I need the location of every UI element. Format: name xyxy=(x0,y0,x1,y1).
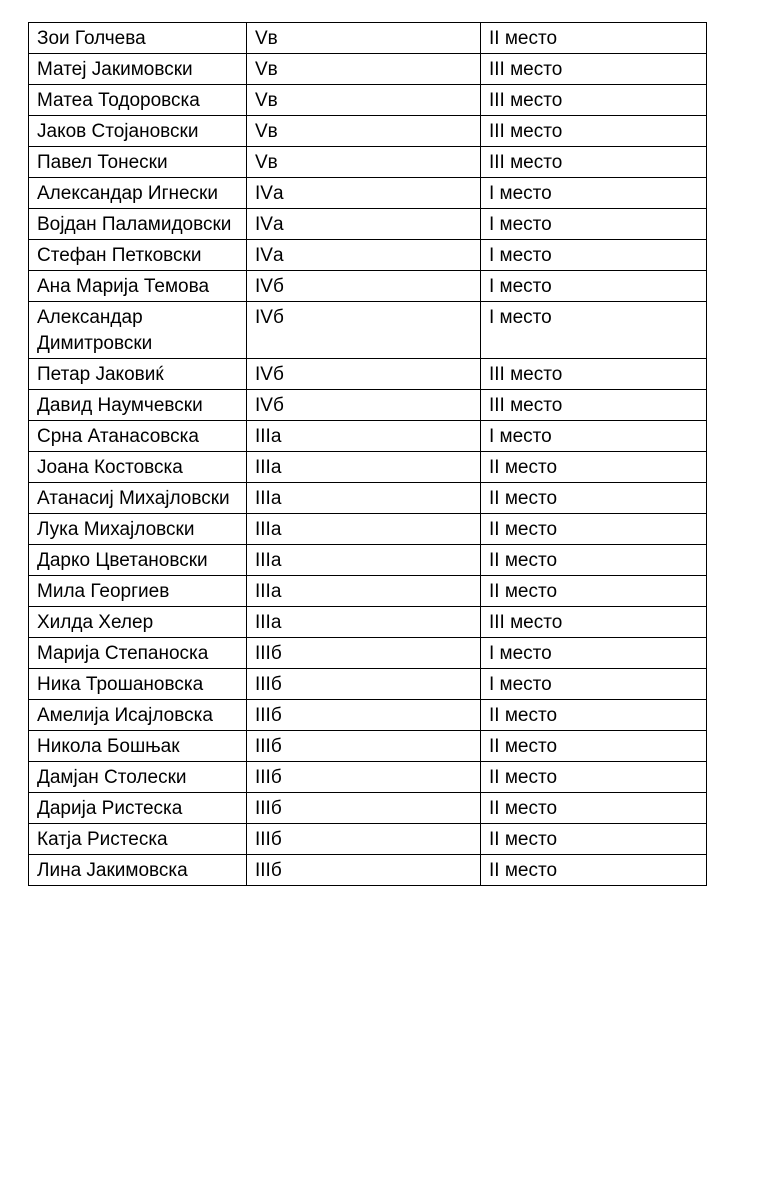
student-name-cell: Дарко Цветановски xyxy=(29,545,247,576)
table-row xyxy=(29,576,707,607)
place-cell: II место xyxy=(481,514,707,545)
table-row xyxy=(29,23,707,54)
place-cell: II место xyxy=(481,731,707,762)
place-cell: II место xyxy=(481,545,707,576)
table-row xyxy=(29,545,707,576)
student-name-cell: Мила Георгиев xyxy=(29,576,247,607)
table-row xyxy=(29,731,707,762)
student-name-cell: Катја Ристеска xyxy=(29,824,247,855)
place-cell: I место xyxy=(481,271,707,302)
class-cell: IIIа xyxy=(247,514,481,545)
place-cell: III место xyxy=(481,147,707,178)
class-cell: IIIб xyxy=(247,762,481,793)
table-row xyxy=(29,793,707,824)
class-cell: IIIб xyxy=(247,700,481,731)
student-name-cell: Срна Атанасовска xyxy=(29,421,247,452)
class-cell: Vв xyxy=(247,23,481,54)
class-cell: IIIб xyxy=(247,669,481,700)
place-cell: II место xyxy=(481,793,707,824)
table-row xyxy=(29,762,707,793)
student-name-cell: Никола Бошњак xyxy=(29,731,247,762)
table-row xyxy=(29,178,707,209)
student-name-cell: Александар Игнески xyxy=(29,178,247,209)
place-cell: I место xyxy=(481,669,707,700)
student-name-cell: Лука Михајловски xyxy=(29,514,247,545)
place-cell: II место xyxy=(481,576,707,607)
class-cell: IVб xyxy=(247,359,481,390)
student-name-cell: Јоана Костовска xyxy=(29,452,247,483)
place-cell: III место xyxy=(481,390,707,421)
table-row xyxy=(29,147,707,178)
place-cell: III место xyxy=(481,116,707,147)
class-cell: Vв xyxy=(247,85,481,116)
class-cell: IVа xyxy=(247,178,481,209)
class-cell: IVа xyxy=(247,240,481,271)
class-cell: IIIа xyxy=(247,545,481,576)
table-row xyxy=(29,514,707,545)
student-name-cell: Матеа Тодоровска xyxy=(29,85,247,116)
place-cell: I место xyxy=(481,421,707,452)
student-name-cell: Матеј Јакимовски xyxy=(29,54,247,85)
place-cell: II место xyxy=(481,824,707,855)
results-table-body xyxy=(29,23,707,886)
table-row xyxy=(29,359,707,390)
student-name-cell: Лина Јакимовска xyxy=(29,855,247,886)
student-name-cell: Хилда Хелер xyxy=(29,607,247,638)
table-row xyxy=(29,271,707,302)
student-name-cell: Амелија Исајловска xyxy=(29,700,247,731)
place-cell: II место xyxy=(481,483,707,514)
student-name-cell: Јаков Стојановски xyxy=(29,116,247,147)
student-name-cell: Зои Голчева xyxy=(29,23,247,54)
place-cell: II место xyxy=(481,452,707,483)
place-cell: II место xyxy=(481,855,707,886)
place-cell: II место xyxy=(481,762,707,793)
class-cell: IVб xyxy=(247,302,481,359)
results-table xyxy=(28,22,707,886)
class-cell: IIIб xyxy=(247,824,481,855)
student-name-cell: Петар Јаковиќ xyxy=(29,359,247,390)
class-cell: IIIа xyxy=(247,452,481,483)
class-cell: Vв xyxy=(247,147,481,178)
table-row xyxy=(29,607,707,638)
class-cell: IIIа xyxy=(247,421,481,452)
place-cell: I место xyxy=(481,240,707,271)
student-name-cell: Давид Наумчевски xyxy=(29,390,247,421)
student-name-cell: Атанасиј Михајловски xyxy=(29,483,247,514)
class-cell: Vв xyxy=(247,54,481,85)
place-cell: III место xyxy=(481,85,707,116)
table-row xyxy=(29,302,707,359)
table-row xyxy=(29,116,707,147)
class-cell: IVа xyxy=(247,209,481,240)
table-row xyxy=(29,855,707,886)
class-cell: IVб xyxy=(247,271,481,302)
student-name-cell: Дарија Ристеска xyxy=(29,793,247,824)
table-row xyxy=(29,669,707,700)
student-name-cell: Ника Трошановска xyxy=(29,669,247,700)
student-name-cell: Ана Марија Темова xyxy=(29,271,247,302)
student-name-cell: Александар Димитровски xyxy=(29,302,247,359)
student-name-cell: Стефан Петковски xyxy=(29,240,247,271)
class-cell: IVб xyxy=(247,390,481,421)
place-cell: I место xyxy=(481,209,707,240)
student-name-cell: Дамјан Столески xyxy=(29,762,247,793)
table-row xyxy=(29,483,707,514)
place-cell: I место xyxy=(481,178,707,209)
place-cell: III место xyxy=(481,54,707,85)
student-name-cell: Марија Степаноска xyxy=(29,638,247,669)
class-cell: IIIб xyxy=(247,731,481,762)
table-row xyxy=(29,452,707,483)
place-cell: III место xyxy=(481,607,707,638)
class-cell: IIIа xyxy=(247,607,481,638)
table-row xyxy=(29,421,707,452)
place-cell: I место xyxy=(481,302,707,359)
student-name-cell: Павел Тонески xyxy=(29,147,247,178)
class-cell: IIIб xyxy=(247,638,481,669)
class-cell: IIIб xyxy=(247,855,481,886)
table-row xyxy=(29,209,707,240)
class-cell: IIIа xyxy=(247,576,481,607)
class-cell: Vв xyxy=(247,116,481,147)
place-cell: III место xyxy=(481,359,707,390)
student-name-cell: Војдан Паламидовски xyxy=(29,209,247,240)
table-row xyxy=(29,824,707,855)
table-row xyxy=(29,700,707,731)
class-cell: IIIб xyxy=(247,793,481,824)
table-row xyxy=(29,638,707,669)
table-row xyxy=(29,240,707,271)
table-row xyxy=(29,85,707,116)
place-cell: II место xyxy=(481,23,707,54)
table-row xyxy=(29,54,707,85)
place-cell: II место xyxy=(481,700,707,731)
table-row xyxy=(29,390,707,421)
class-cell: IIIа xyxy=(247,483,481,514)
place-cell: I место xyxy=(481,638,707,669)
